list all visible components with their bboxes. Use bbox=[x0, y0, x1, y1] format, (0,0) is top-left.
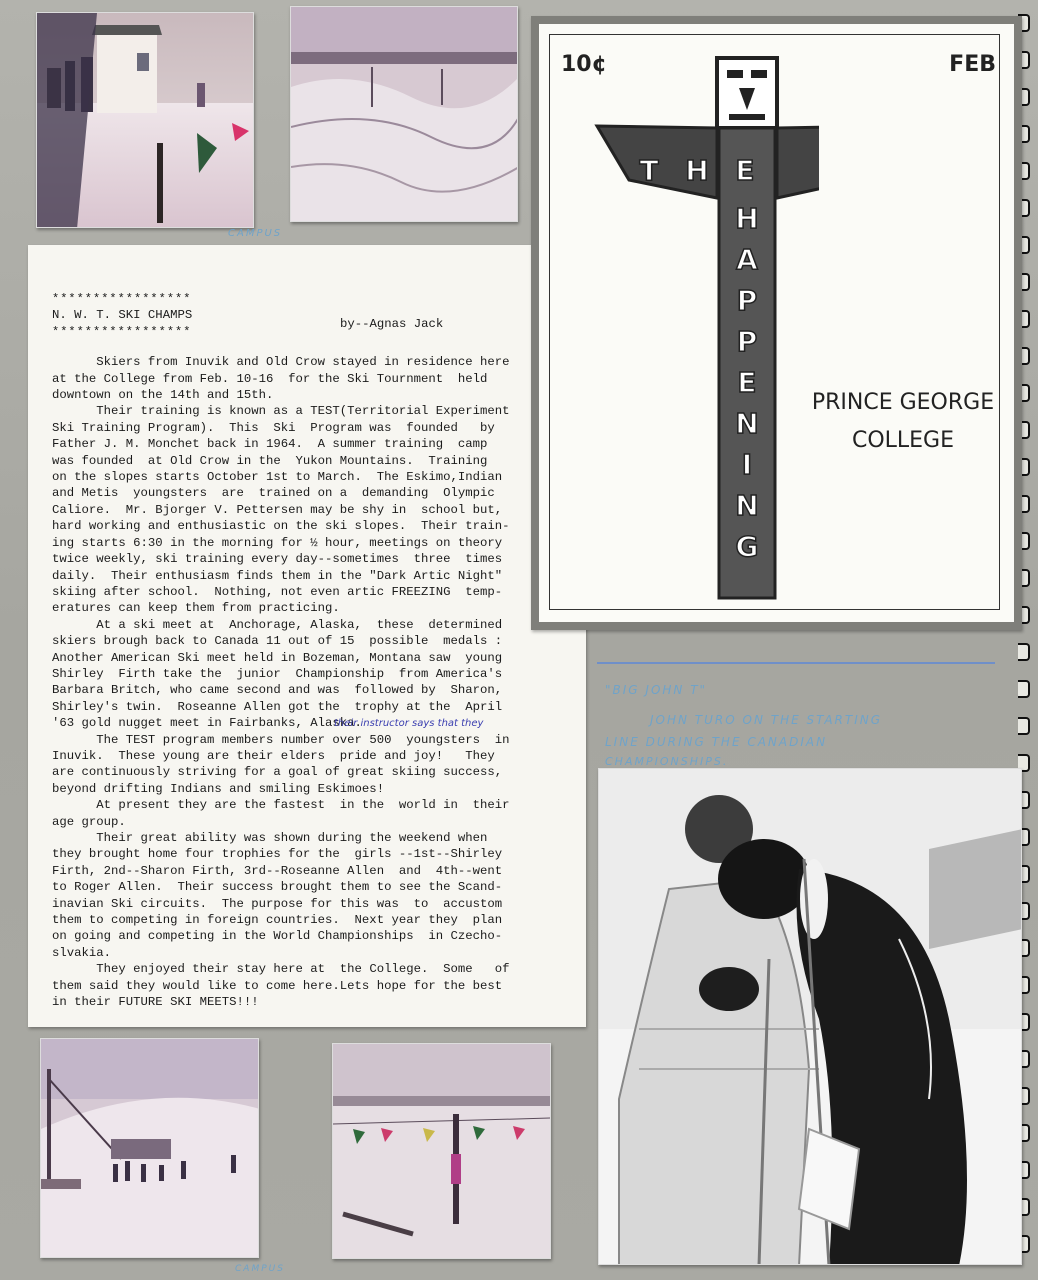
news-article bbox=[28, 245, 586, 1027]
totem-title-letter: A bbox=[736, 243, 758, 276]
totem-title-letter: P bbox=[736, 284, 758, 317]
poster-college bbox=[803, 384, 1003, 460]
caption-big-john-line-2: LINE DURING THE CANADIAN bbox=[605, 735, 828, 749]
photo-ski-lodge bbox=[36, 12, 254, 228]
totem-title-letter: N bbox=[735, 407, 759, 440]
article-body: Skiers from Inuvik and Old Crow stayed in residence here at the College from Feb. 10-16 for the Ski Tournment held downtown on the 14th and 15th. Their training is known as a TEST(Territorial Experiment Ski Training Program). This Ski Program was founded by Father J. M. Monchet back in 1964. A summer training camp was founded at Old Crow in the Yukon Mountains. Training on the slopes starts October 1st to March. The Eskimo,Indian and Metis youngsters are trained on a demanding Olympic Caliore. Mr. Bjorger V. Pettersen may be shy in school but, hard working and enthusiastic on the ski slopes. Their train- ing starts 6:30 in the morning for ½ hour, meetings on theory twice weekly, ski training every day--sometimes three times daily. Their enthusiasm finds them in the "Dark Artic Night" skiing after school. Nothing, not even artic FREEZING temp- eratures can keep them from practicing. At a ski meet at Anchorage, Alaska, these determined skiers brough back to Canada 11 out of 15 possible medals : Another American Ski meet held in Bozeman, Montana saw young Shirley Firth take the junior Championship from America's Barbara Britch, who came second and was followed by Sharon, Shirley's twin. Roseanne Allen got the trophy at the April '63 gold nugget meet in Fairbanks, Alaska. The TEST program members number over 500 youngsters in Inuvik. These young are their elders pride and joy! They are continuously striving for a goal of great skiing success, beyond drifting Indians and smiling Eskimoes! At present they are the fastest in the world in their age group. Their great ability was shown during the weekend when they brought home four trophies for the girls --1st--Shirley Firth, 2nd--Sharon Firth, 3rd--Roseanne Allen and 4th--went to Roger Allen. Their success brought them to see the Scand- inavian Ski circuits. The purpose for this was to accustom them to competing in foreign countries. Next year they plan on going and competing in the World Championships in Czecho- slvakia. They enjoyed their stay here at the College. Some of them said they would like to come here.Lets hope for the best in their FUTURE SKI MEETS!!! bbox=[52, 355, 510, 1010]
totem-title-letter: H bbox=[735, 202, 759, 235]
handwritten-note: their instructor says that they bbox=[334, 718, 484, 729]
the-happening-poster bbox=[531, 16, 1022, 630]
caption-big-john-title: "BIG JOHN T" bbox=[605, 683, 708, 697]
totem-title-letter: H bbox=[685, 154, 709, 187]
article-byline: by--Agnas Jack bbox=[340, 317, 444, 331]
totem-pole-logo bbox=[589, 48, 819, 618]
caption-big-john-line-1: JOHN TURO ON THE STARTING bbox=[650, 713, 883, 727]
poster-month: FEB bbox=[949, 52, 996, 77]
totem-title-letter: E bbox=[735, 154, 755, 187]
photo-flags-on-snow bbox=[332, 1043, 551, 1259]
stars-bottom: ***************** bbox=[52, 324, 192, 339]
caption-divider bbox=[597, 662, 995, 664]
caption-campus-top: CAMPUS bbox=[228, 228, 283, 239]
totem-title-letter: G bbox=[735, 530, 759, 563]
photo-snowy-field bbox=[290, 6, 518, 222]
poster-price: 10¢ bbox=[561, 52, 607, 77]
article-headline: N. W. T. SKI CHAMPS bbox=[52, 308, 193, 323]
photo-big-john-starting-line bbox=[598, 768, 1022, 1265]
college-line-1: PRINCE GEORGE bbox=[811, 390, 995, 415]
totem-title-letter: T bbox=[639, 154, 659, 187]
totem-title-letter: I bbox=[741, 448, 753, 481]
stars-top: ***************** bbox=[52, 292, 192, 306]
caption-big-john-line-3: CHAMPIONSHIPS. bbox=[605, 755, 729, 768]
totem-title-letter: P bbox=[736, 325, 758, 358]
spiral-ring bbox=[1018, 643, 1030, 661]
totem-title-letter: E bbox=[737, 366, 757, 399]
totem-title-letter: N bbox=[735, 489, 759, 522]
spiral-ring bbox=[1018, 680, 1030, 698]
caption-campus-bottom: CAMPUS bbox=[235, 1264, 285, 1274]
photo-ski-jump bbox=[40, 1038, 259, 1258]
college-line-2: COLLEGE bbox=[851, 428, 955, 453]
spiral-ring bbox=[1018, 717, 1030, 735]
